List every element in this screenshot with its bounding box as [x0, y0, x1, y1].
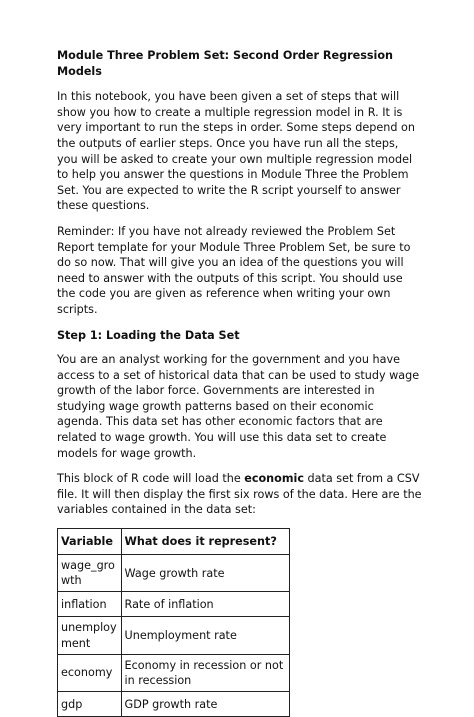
table-header-variable: Variable [58, 529, 122, 555]
table-cell-meaning: Rate of inflation [121, 592, 289, 617]
document-body [57, 48, 422, 717]
dataset-name: economic [244, 472, 304, 486]
code-intro-paragraph [57, 471, 422, 518]
step1-heading: Step 1: Loading the Data Set [57, 328, 240, 342]
table-cell-meaning: Wage growth rate [121, 555, 289, 592]
code-intro-text-before: This block of R code will load the [57, 472, 245, 486]
table-row [58, 555, 290, 592]
table-header-row [58, 529, 290, 555]
table-cell-meaning: GDP growth rate [121, 692, 289, 717]
table-cell-variable: inflation [58, 592, 122, 617]
reminder-paragraph: Reminder: If you have not already reviewed the Problem Set Report template for your Module Three Problem Set, be sure to do so now. That will give you an idea of the questions you will need to answer with the outputs of this script. You should use the code you are given as reference when writing your own scripts. [57, 224, 411, 316]
table-row [58, 654, 290, 691]
intro-paragraph: In this notebook, you have been given a set of steps that will show you how to create a multiple regression model in R. It is very important to run the steps in order. Some steps depend on the outputs of earlier steps. Once you have run all the steps, you will be asked to create your own multiple regression model to help you answer the questions in Module Three the Problem Set. You are expected to write the R script yourself to answer these questions. [57, 90, 415, 213]
table-header-meaning: What does it represent? [121, 529, 289, 555]
table-cell-meaning: Economy in recession or not in recession [121, 654, 289, 691]
table-cell-variable: wage_growth [58, 555, 122, 592]
step1-paragraph: You are an analyst working for the government and you have access to a set of historical data that can be used to study wage growth of the labor force. Governments are interested in studying wage growth patterns based on their economic agenda. This data set has other economic factors that are related to wage growth. You will use this data set to create models for wage growth. [57, 353, 420, 460]
table-cell-variable: unemployment [58, 617, 122, 654]
table-cell-variable: economy [58, 654, 122, 691]
variables-table [57, 528, 290, 717]
table-cell-meaning: Unemployment rate [121, 617, 289, 654]
table-cell-variable: gdp [58, 692, 122, 717]
document-title: Module Three Problem Set: Second Order Regression Models [57, 49, 394, 78]
code-intro-text-after: data set from a CSV file. It will then display the first six rows of the data. Here are the variables contained in the data set: [57, 472, 422, 517]
table-row [58, 617, 290, 654]
table-row [58, 692, 290, 717]
table-row [58, 592, 290, 617]
